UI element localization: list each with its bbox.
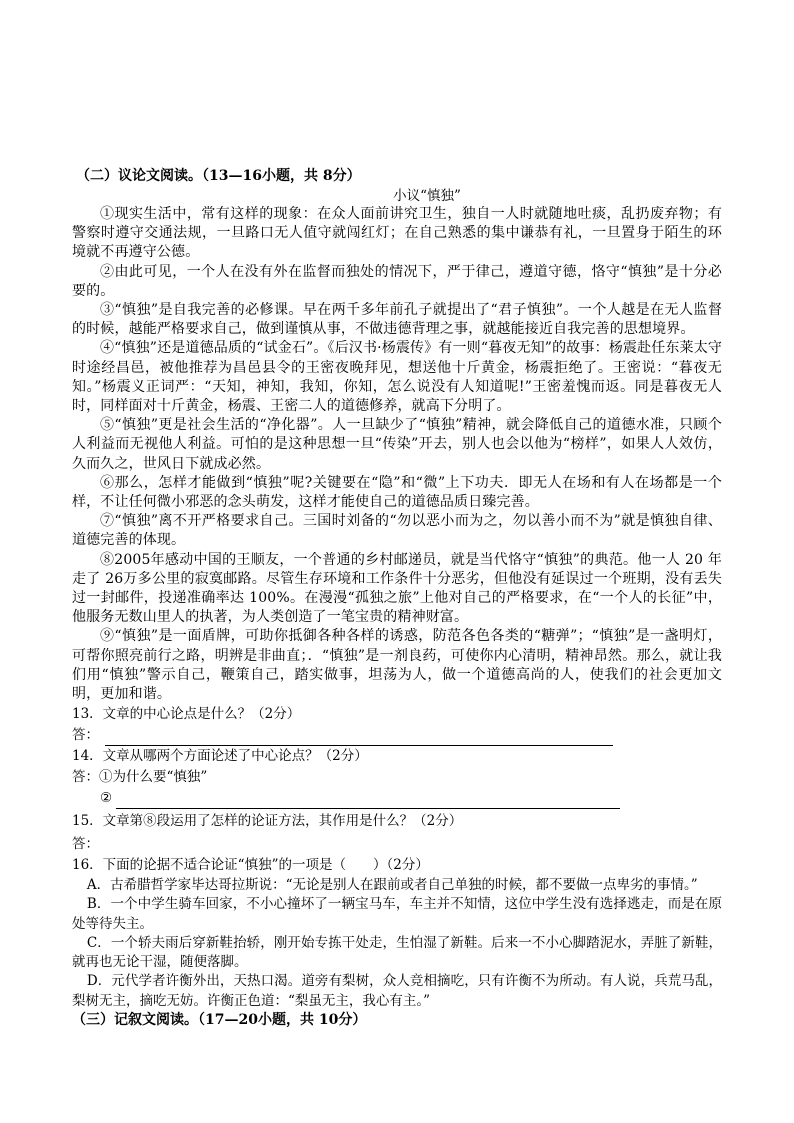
paragraph-2: ②由此可见，一个人在没有外在监督而独处的情况下，严于律己，遵道守德，恪守“慎独”是十分必要的。	[72, 263, 722, 299]
question-14: 14．文章从哪两个方面论述了中心论点？（2分）	[72, 748, 368, 765]
answer-14-part-2-prefix: ②	[100, 790, 113, 807]
paragraph-1: ①现实生活中，常有这样的现象：在众人面前讲究卫生，独自一人时就随地吐痰，乱扔废弃物；有警察时遵守交通法规，一旦路口无人值守就闯红灯；在自己熟悉的集中谦恭有礼，一旦置身于陌生的环境就不再遵守公德。	[72, 206, 722, 261]
option-c: C．一个轿夫雨后穿新鞋抬轿，刚开始专拣干处走，生怕湿了新鞋。后来一不小心脚踏泥水，弄脏了新鞋，就再也无论干湿，随便落脚。	[72, 934, 722, 971]
essay-title: 小议“慎独”	[393, 188, 461, 204]
answer-13-row	[72, 725, 722, 746]
answer-15-prefix: 答：	[72, 836, 99, 853]
option-b: B．一个中学生骑车回家，不小心撞坏了一辆宝马车，车主并不知情，这位中学生没有选择逃走，而是在原处等待失主。	[72, 896, 722, 932]
paragraph-4: ④“慎独”还是道德品质的“试金石”。《后汉书·杨震传》有一则“暮夜无知”的故事：杨震赴任东莱太守时途经昌邑，被他推荐为昌邑县令的王密夜晚拜见，想送他十斤黄金，杨震拒绝了。王密说：“暮夜无知。”杨震义正词严：“天知，神知，我知，你知，怎么说没有人知道呢!”王密羞愧而返。同是暮夜无人时，同样面对十斤黄金，杨震、王密二人的道德修养，就高下分明了。	[72, 340, 722, 415]
answer-14-part-1: 答：①为什么要“慎独”	[72, 769, 208, 786]
option-d: D．元代学者许衡外出，天热口渴。道旁有梨树，众人竞相摘吃，只有许衡不为所动。有人说，兵荒马乱，梨树无主，摘吃无妨。许衡正色道：“梨虽无主，我心有主。”	[72, 973, 722, 1009]
paragraph-8: ⑧2005年感动中国的王顺友，一个普通的乡村邮递员，就是当代恪守“慎独”的典范。他一人 20 年走了 26万多公里的寂寞邮路。尽管生存环境和工作条件十分恶劣，但他没有延误过一个班期，没有丢失过一封邮件，投递准确率达 100%。在漫漫“孤独之旅”上他对自己的严格要求，在“一个人的长征”中，他服务无数山里人的执著，为人类创造了一笔宝贵的精神财富。	[72, 551, 722, 626]
paragraph-7: ⑦“慎独”离不开严格要求自己。三国时刘备的“勿以恶小而为之，勿以善小而不为”就是慎独自律、道德完善的体现。	[72, 513, 722, 549]
answer-15-row	[72, 834, 722, 855]
question-13: 13．文章的中心论点是什么？（2分）	[72, 706, 301, 723]
answer-14-row-2	[72, 788, 722, 809]
section-3-title: （三）记叙文阅读。（17—20小题，共 10分）	[72, 1011, 367, 1028]
question-16: 16．下面的论据不适合论证“慎独”的一项是（ ）（2分）	[72, 857, 429, 874]
paragraph-6: ⑥那么，怎样才能做到“慎独”呢?关键要在“隐”和“微”上下功夫．即无人在场和有人在场都是一个样，不让任何微小邪恶的念头萌发，这样才能使自己的道德品质日臻完善。	[72, 474, 722, 511]
answer-13-prefix: 答：	[72, 727, 99, 744]
essay-body	[72, 205, 722, 704]
exam-page	[72, 167, 722, 1030]
paragraph-5: ⑤“慎独”更是社会生活的“净化器”。人一旦缺少了“慎独”精神，就会降低自己的道德水准，只顾个人利益而无视他人利益。可怕的是这种思想一旦“传染”开去，别人也会以他为“榜样”，如果人人效仿，久而久之，世风日下就成必然。	[72, 417, 722, 472]
paragraph-3: ③“慎独”是自我完善的必修课。早在两千多年前孔子就提出了“君子慎独”。一个人越是在无人监督的时候，越能严格要求自己，做到谨慎从事，不做违德背理之事，就越能接近自我完善的思想境界。	[72, 302, 722, 338]
answer-14-line[interactable]	[116, 794, 620, 809]
section-2-title: （二）议论文阅读。（13—16小题，共 8分）	[76, 168, 361, 184]
answer-13-line[interactable]	[105, 731, 613, 746]
question-15: 15．文章第⑧段运用了怎样的论证方法，其作用是什么？（2分）	[72, 813, 463, 830]
paragraph-9: ⑨“慎独”是一面盾牌，可助你抵御各种各样的诱惑，防范各色各类的“糖弹”；“慎独”是一盏明灯，可帮你照亮前行之路，明辨是非曲直；．“慎独”是一剂良药，可使你内心清明，精神昂然。那么，就让我们用“慎独”警示自己，鞭策自己，踏实做事，坦荡为人，做一个道德高尚的人，使我们的社会更加文明，更加和谐。	[72, 628, 722, 703]
option-a: A．古希腊哲学家毕达哥拉斯说：“无论是别人在跟前或者自己单独的时候，都不要做一点卑劣的事情。”	[86, 877, 698, 894]
